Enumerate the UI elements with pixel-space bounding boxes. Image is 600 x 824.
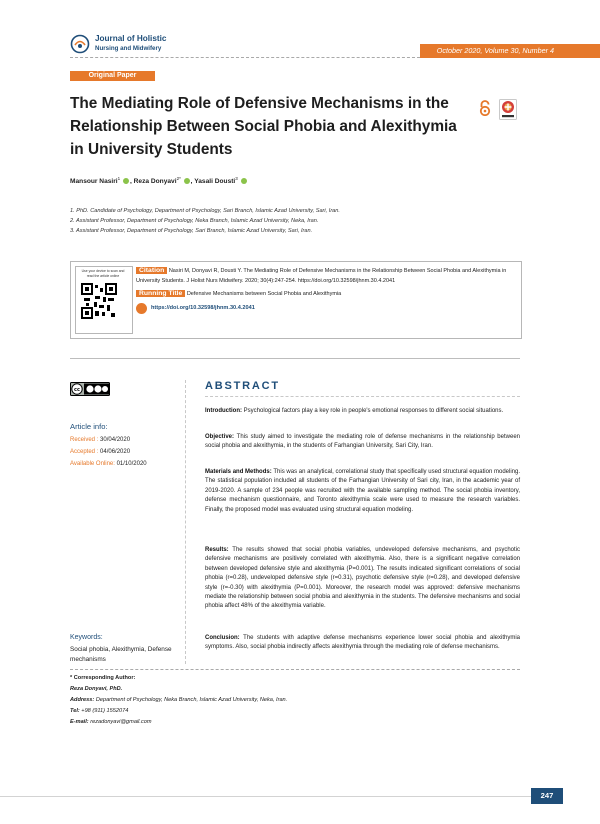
author-name: Reza Donyavi [133, 178, 177, 186]
email-label: E-mail: [70, 719, 91, 725]
author-name: Mansour Nasiri [70, 178, 118, 186]
section-text: The results showed that social phobia variables, undeveloped defensive mechanisms, and psychotic defensive mechanisms are positively correlated with alexithymia. Also, there is a significant negative correlation between developed defensive style and alexithymia (P=0.001). The results indicated significant correlations of social phobia (r=0.28), undeveloped defensive style (r=0.31), psychotic defensive style (r=0.28), and developed defensive style (r=-0.30) with alexithymia (P=0.001). Moreover, the research model was approved: defensive mechanisms mediate the relationship between social phobia and alexithymia in the students. The defensive mechanisms and social phobia affect 48% of the alexithymia variable. [205, 547, 520, 610]
section-text: This was an analytical, correlational study that specifically used structural equation modeling. The statistical population included all students of the Farhangian University of Sari city, Iran, in the academic year of 2019-2020. A sample of 234 people was recruited with the available sampling method. The social phobia inventory, defense mechanism questionnaire, and Toronto alexithymia scale were used to measure the research variables. Finally, the proposed model was evaluated using structural equation modeling. [205, 469, 520, 513]
citation-label: Citation [136, 267, 167, 274]
column-divider [185, 380, 186, 664]
abstract-objective [205, 433, 520, 452]
affiliation: 3. Assistant Professor, Department of Psychology, Sari Branch, Islamic Azad University, Sari, Iran. [70, 228, 313, 234]
author-name: Yasali Dousti [194, 178, 236, 186]
qr-code-icon[interactable] [81, 283, 117, 319]
journal-name-line1: Journal of Holistic [95, 34, 167, 43]
online-label: Available Online: [70, 461, 117, 467]
corresponding-heading: * Corresponding Author: [70, 675, 136, 681]
corresponding-email [70, 719, 152, 725]
section-label: Introduction: [205, 408, 244, 414]
issue-bar [420, 44, 600, 58]
citation-text-block [136, 266, 516, 286]
section-text: This study aimed to investigate the mediating role of defense mechanisms in the relationship between social phobia and alexithymia, in the students of Farhangian University, Sari City, Iran. [205, 434, 520, 450]
address-value: Department of Psychology, Neka Branch, Islamic Azad University, Neka, Iran. [95, 697, 288, 703]
author-sup: 1 [117, 176, 121, 181]
tel-label: Tel: [70, 708, 82, 714]
accepted-date [70, 449, 130, 455]
paper-title: The Mediating Role of Defensive Mechanisms in the Relationship Between Social Phobia and Alexithymia in University Students [70, 95, 457, 158]
received-date [70, 437, 130, 443]
author-sup: 2* [176, 176, 181, 181]
accepted-value: 04/06/2020 [100, 449, 131, 455]
svg-text:cc: cc [74, 387, 80, 393]
corresponding-address [70, 697, 287, 703]
cc-license-icon[interactable] [70, 382, 110, 396]
section-label: Objective: [205, 434, 237, 440]
crossmark-icon[interactable] [499, 99, 517, 120]
abstract-heading: ABSTRACT [205, 380, 280, 392]
corresponding-tel [70, 708, 128, 714]
orcid-icon[interactable] [184, 178, 190, 184]
affiliation: 1. PhD. Candidate of Psychology, Department of Psychology, Sari Branch, Islamic Azad University, Sari, Iran. [70, 208, 340, 214]
section-text: The students with adaptive defense mechanisms experience lower social phobia and alexithymia symptoms. Also, social phobia indirectly affects alexithymia through the mediating role of defense mechanisms. [205, 635, 520, 651]
footer-divider [70, 669, 520, 670]
accepted-label: Accepted : [70, 449, 101, 455]
orcid-icon[interactable] [123, 178, 129, 184]
author-sup: 3 [235, 176, 238, 181]
online-date [70, 461, 147, 467]
journal-name-line2: Nursing and Midwifery [95, 45, 162, 52]
orcid-icon[interactable] [241, 178, 247, 184]
open-access-icon[interactable] [478, 100, 492, 116]
journal-logo-icon [70, 34, 92, 54]
doi-icon [136, 303, 147, 314]
running-title-line [136, 290, 341, 297]
section-label: Materials and Methods: [205, 469, 274, 475]
received-label: Received : [70, 437, 101, 443]
citation-text: Nasiri M, Donyavi R, Dousti Y. The Mediating Role of Defensive Mechanisms in the Relationship Between Social Phobia and Alexithymia in University Students. J Holist Nurs Midwifery. 2020; 30(4):247-254. https://doi.org/10.32598/jhnm.30.4.2041 [136, 268, 507, 284]
doi-link[interactable]: https://doi.org/10.32598/jhnm.30.4.2041 [151, 305, 255, 311]
running-title: Defensive Mechanisms between Social Phobia and Alexithymia [186, 291, 342, 297]
keywords-text: Social phobia, Alexithymia, Defense mechanisms [70, 646, 172, 663]
journal-name [95, 34, 166, 54]
abstract-divider [205, 396, 520, 397]
received-value: 30/04/2020 [100, 437, 131, 443]
running-title-label: Running Title [136, 290, 185, 297]
online-value: 01/10/2020 [116, 461, 147, 467]
section-label: Results: [205, 547, 233, 553]
address-label: Address: [70, 697, 96, 703]
corresponding-name: Reza Donyavi, PhD. [70, 686, 123, 692]
section-label: Conclusion: [205, 635, 244, 641]
section-divider [70, 358, 520, 359]
header-divider [70, 57, 420, 58]
tel-value: +98 (911) 1552074 [81, 708, 129, 714]
section-text: Psychological factors play a key role in people's emotional responses to different social situations. [243, 408, 504, 414]
bottom-rule [0, 796, 531, 797]
abstract-methods [205, 468, 520, 515]
affiliation: 2. Assistant Professor, Department of Psychology, Neka Branch, Islamic Azad University, Neka, Iran. [70, 218, 319, 224]
article-info-heading: Article info: [70, 422, 108, 431]
page-number: 247 [531, 788, 563, 804]
qr-caption: Use your device to scan and read the article online [81, 269, 125, 278]
abstract-results [205, 546, 520, 612]
keywords-heading: Keywords: [70, 634, 103, 641]
paper-type-badge: Original Paper [70, 71, 155, 81]
issue-info: October 2020, Volume 30, Number 4 [436, 46, 554, 55]
abstract-introduction [205, 407, 520, 416]
email-value[interactable]: rezadonyavi@gmail.com [90, 719, 152, 725]
author-list: Mansour Nasiri$^1$ , Reza Donyavi$^{2*}$ , Yasali Dousti$^3$ [70, 176, 248, 185]
abstract-conclusion [205, 634, 520, 653]
